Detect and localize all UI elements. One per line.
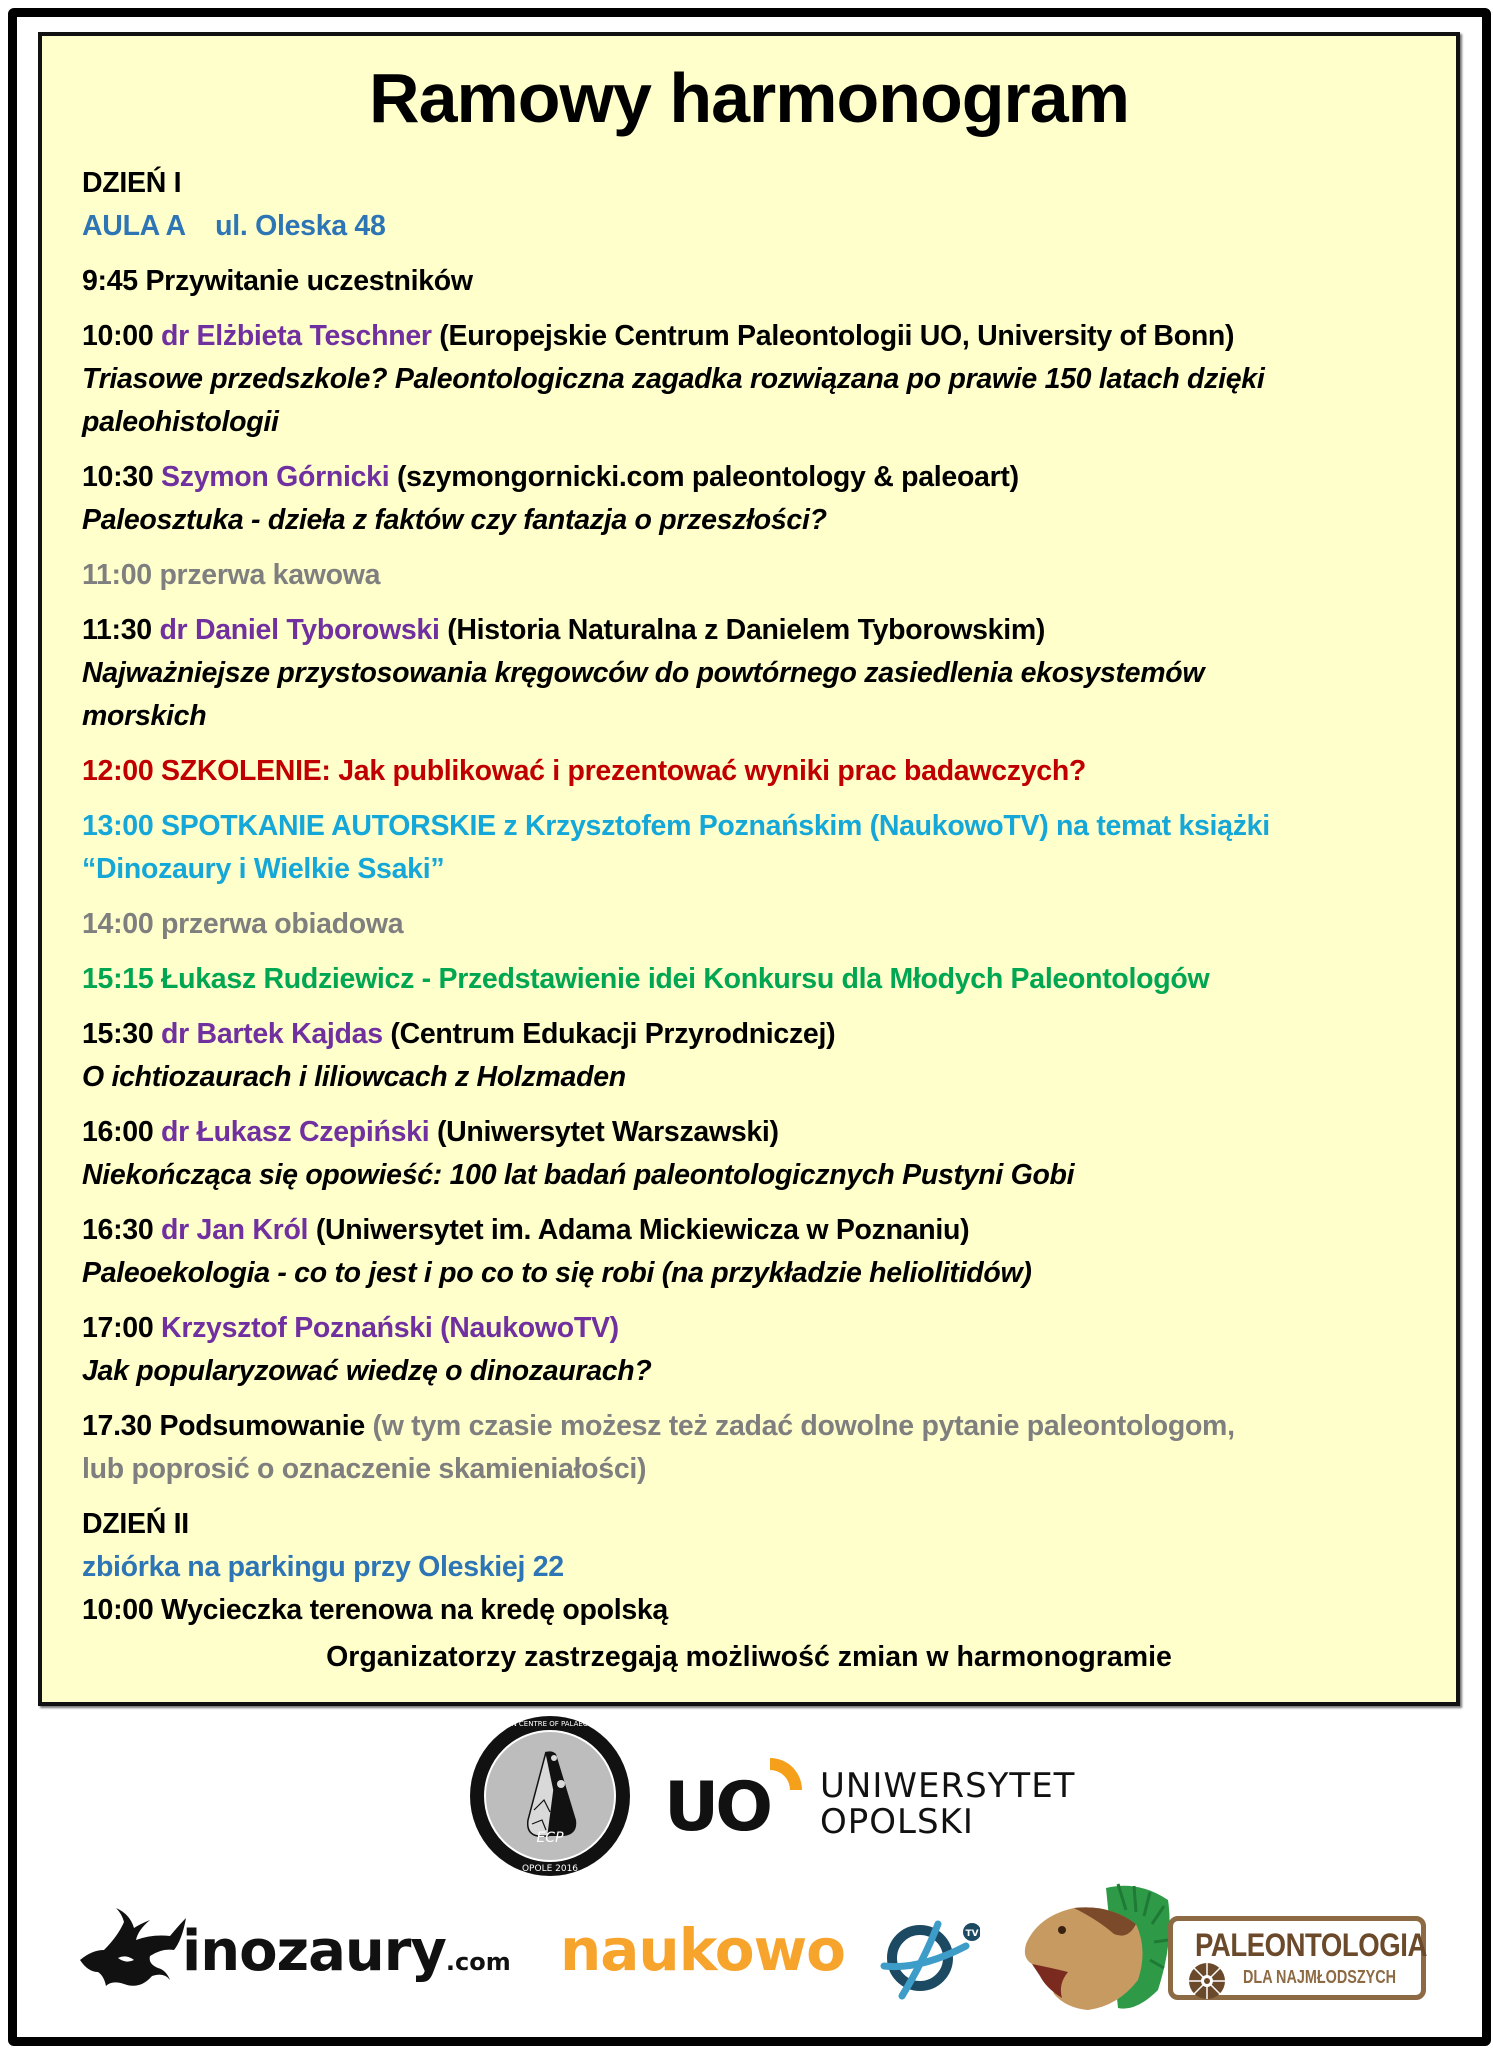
day1-heading: DZIEŃ I bbox=[82, 167, 182, 199]
schedule-content bbox=[82, 162, 1426, 1632]
ecp-year: OPOLE 2016 bbox=[521, 1864, 579, 1874]
uniwersytet-opolski-logo bbox=[664, 1756, 1084, 1846]
welcome-item: 9:45 Przywitanie uczestników bbox=[82, 265, 473, 297]
speaker-affiliation: (Uniwersytet im. Adama Mickiewicza w Poznaniu) bbox=[315, 1214, 970, 1246]
schedule-item-talk6 bbox=[82, 1209, 1426, 1295]
speaker-name: Krzysztof Poznański (NaukowoTV) bbox=[161, 1312, 619, 1344]
skull-icon bbox=[524, 1750, 580, 1838]
speaker-affiliation: (Europejskie Centrum Paleontologii UO, University of Bonn) bbox=[439, 320, 1235, 352]
talk-time: 10:00 bbox=[82, 320, 154, 352]
ammonite-icon bbox=[1187, 1961, 1227, 2001]
talk-time: 11:30 bbox=[82, 614, 152, 646]
book-title: “Dinozaury i Wielkie Ssaki” bbox=[82, 853, 445, 885]
naukowo-tv-logo bbox=[560, 1910, 1000, 2000]
schedule-item-talk4 bbox=[82, 1013, 1426, 1099]
paleontologia-subtitle: DLA NAJMŁODSZYCH bbox=[1243, 1967, 1397, 1987]
author-meeting bbox=[82, 805, 1426, 891]
author-meeting-line: 13:00 SPOTKANIE AUTORSKIE z Krzysztofem Poznańskim (NaukowoTV) na temat książki bbox=[82, 810, 1270, 842]
uo-name-line1: UNIWERSYTET bbox=[820, 1766, 1076, 1806]
dinozaury-logo bbox=[78, 1906, 518, 1996]
ecp-ring-text: EUROPEAN CENTRE OF PALAEONTOLOGY bbox=[478, 1720, 622, 1728]
summary-item bbox=[82, 1405, 1426, 1491]
dinosaur-head-icon bbox=[1018, 1880, 1178, 2020]
day1-location: AULA A ul. Oleska 48 bbox=[82, 210, 386, 242]
uo-arc-icon bbox=[768, 1758, 802, 1792]
ecp-abbr: ECP bbox=[536, 1830, 564, 1846]
speaker-name: dr Elżbieta Teschner bbox=[161, 320, 432, 352]
uo-mark: UO bbox=[664, 1768, 770, 1847]
talk-title-cont: morskich bbox=[82, 700, 207, 732]
triceratops-icon bbox=[78, 1906, 188, 1996]
naukowo-text: naukowo bbox=[560, 1916, 846, 1984]
summary-label: 17.30 Podsumowanie bbox=[82, 1410, 365, 1442]
tv-badge: TV bbox=[965, 1929, 979, 1939]
schedule-item-talk2 bbox=[82, 456, 1426, 542]
dinozaury-suffix: .com bbox=[445, 1948, 511, 1976]
talk-title: O ichtiozaurach i liliowcach z Holzmaden bbox=[82, 1061, 626, 1093]
talk-title: Jak popularyzować wiedzę o dinozaurach? bbox=[82, 1355, 652, 1387]
field-trip: 10:00 Wycieczka terenowa na kredę opolską bbox=[82, 1594, 668, 1626]
schedule-item-talk7 bbox=[82, 1307, 1426, 1393]
summary-note-cont: lub poprosić o oznaczenie skamieniałości) bbox=[82, 1453, 647, 1485]
page-title: Ramowy harmonogram bbox=[369, 59, 1129, 137]
uo-name-line2: OPOLSKI bbox=[820, 1802, 974, 1842]
talk-title: Paleoekologia - co to jest i po co to się robi (na przykładzie heliolitidów) bbox=[82, 1257, 1032, 1289]
speaker-affiliation: (Uniwersytet Warszawski) bbox=[436, 1116, 779, 1148]
speaker-name: dr Jan Król bbox=[161, 1214, 309, 1246]
speaker-name: dr Łukasz Czepiński bbox=[161, 1116, 430, 1148]
contest-presentation: 15:15 Łukasz Rudziewicz - Przedstawienie idei Konkursu dla Młodych Paleontologów bbox=[82, 963, 1210, 995]
ecp-logo bbox=[470, 1716, 630, 1876]
talk-title: Paleosztuka - dzieła z faktów czy fantazja o przeszłości? bbox=[82, 504, 827, 536]
talk-time: 16:00 bbox=[82, 1116, 154, 1148]
speaker-affiliation: (Historia Naturalna z Danielem Tyborowskim) bbox=[447, 614, 1046, 646]
talk-time: 10:30 bbox=[82, 461, 154, 493]
talk-title: Niekończąca się opowieść: 100 lat badań paleontologicznych Pustyni Gobi bbox=[82, 1159, 1075, 1191]
talk-title: Triasowe przedszkole? Paleontologiczna zagadka rozwiązana po prawie 150 latach dzięki bbox=[82, 363, 1265, 395]
coffee-break: 11:00 przerwa kawowa bbox=[82, 559, 381, 591]
globe-orbit-icon bbox=[880, 1910, 980, 2000]
schedule-item-talk1 bbox=[82, 315, 1426, 444]
paleontologia-title: PALEONTOLOGIA bbox=[1195, 1927, 1427, 1963]
speaker-affiliation: (szymongornicki.com paleontology & paleoart) bbox=[396, 461, 1019, 493]
schedule-panel bbox=[38, 32, 1460, 1706]
day2-heading: DZIEŃ II bbox=[82, 1508, 189, 1540]
talk-title-cont: paleohistologii bbox=[82, 406, 279, 438]
speaker-name: dr Bartek Kajdas bbox=[161, 1018, 383, 1050]
talk-title: Najważniejsze przystosowania kręgowców do powtórnego zasiedlenia ekosystemów bbox=[82, 657, 1205, 689]
lunch-break: 14:00 przerwa obiadowa bbox=[82, 908, 404, 940]
talk-time: 16:30 bbox=[82, 1214, 154, 1246]
training-session: 12:00 SZKOLENIE: Jak publikować i prezentować wyniki prac badawczych? bbox=[82, 755, 1087, 787]
summary-note: (w tym czasie możesz też zadać dowolne pytanie paleontologom, bbox=[372, 1410, 1235, 1442]
day2-location: zbiórka na parkingu przy Oleskiej 22 bbox=[82, 1551, 564, 1583]
speaker-name: dr Daniel Tyborowski bbox=[159, 614, 440, 646]
speaker-name: Szymon Górnicki bbox=[161, 461, 390, 493]
talk-time: 15:30 bbox=[82, 1018, 154, 1050]
paleontologia-logo bbox=[1018, 1870, 1438, 2020]
disclaimer: Organizatorzy zastrzegają możliwość zmian w harmonogramie bbox=[326, 1641, 1172, 1673]
dinozaury-text: inozaury bbox=[182, 1919, 446, 1984]
talk-time: 17:00 bbox=[82, 1312, 154, 1344]
schedule-item-talk5 bbox=[82, 1111, 1426, 1197]
speaker-affiliation: (Centrum Edukacji Przyrodniczej) bbox=[390, 1018, 836, 1050]
schedule-item-talk3 bbox=[82, 609, 1426, 738]
